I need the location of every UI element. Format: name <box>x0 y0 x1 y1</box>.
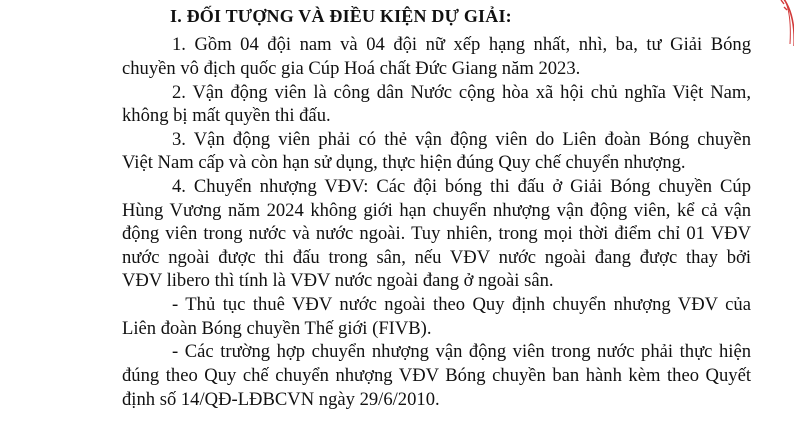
paragraph-4-line-5: VĐV libero thì tính là VĐV nước ngoài đang ở ngoài sân. <box>122 270 554 291</box>
paragraph-1-line-1: 1. Gồm 04 đội nam và 04 đội nữ xếp hạng nhất, nhì, ba, tư Giải Bóng <box>172 34 751 55</box>
paragraph-1-line-2: chuyền vô địch quốc gia Cúp Hoá chất Đức Giang năm 2023. <box>122 58 581 79</box>
paragraph-5-line-1: - Thủ tục thuê VĐV nước ngoài theo Quy định chuyển nhượng VĐV của <box>172 294 751 315</box>
paragraph-4-line-4: nước ngoài được thi đấu trong sân, nếu VĐV nước ngoài đang được thay bởi <box>122 247 751 268</box>
paragraph-3-line-1: 3. Vận động viên phải có thẻ vận động viên do Liên đoàn Bóng chuyền <box>172 129 751 150</box>
section-heading: I. ĐỐI TƯỢNG VÀ ĐIỀU KIỆN DỰ GIẢI: <box>170 6 512 26</box>
paragraph-4-line-3: động viên trong nước và nước ngoài. Tuy nhiên, trong mọi thời điểm chỉ 01 VĐV <box>122 223 751 244</box>
paragraph-4-line-1: 4. Chuyển nhượng VĐV: Các đội bóng thi đấu ở Giải Bóng chuyền Cúp <box>172 176 751 197</box>
paragraph-6-line-3: định số 14/QĐ-LĐBCVN ngày 29/6/2010. <box>122 389 440 410</box>
paragraph-6-line-1: - Các trường hợp chuyển nhượng vận động viên trong nước phải thực hiện <box>172 341 751 362</box>
paragraph-3-line-2: Việt Nam cấp và còn hạn sử dụng, thực hiện đúng Quy chế chuyển nhượng. <box>122 152 686 173</box>
paragraph-4-line-2: Hùng Vương năm 2024 không giới hạn chuyển nhượng vận động viên, kể cả vận <box>122 200 751 221</box>
paragraph-2-line-2: không bị mất quyền thi đấu. <box>122 105 331 126</box>
paragraph-5-line-2: Liên đoàn Bóng chuyền Thế giới (FIVB). <box>122 318 432 339</box>
paragraph-2-line-1: 2. Vận động viên là công dân Nước cộng hòa xã hội chủ nghĩa Việt Nam, <box>172 82 751 103</box>
paragraph-6-line-2: đúng theo Quy chế chuyển nhượng VĐV Bóng chuyền ban hành kèm theo Quyết <box>122 365 751 386</box>
red-stamp-icon <box>754 0 794 46</box>
